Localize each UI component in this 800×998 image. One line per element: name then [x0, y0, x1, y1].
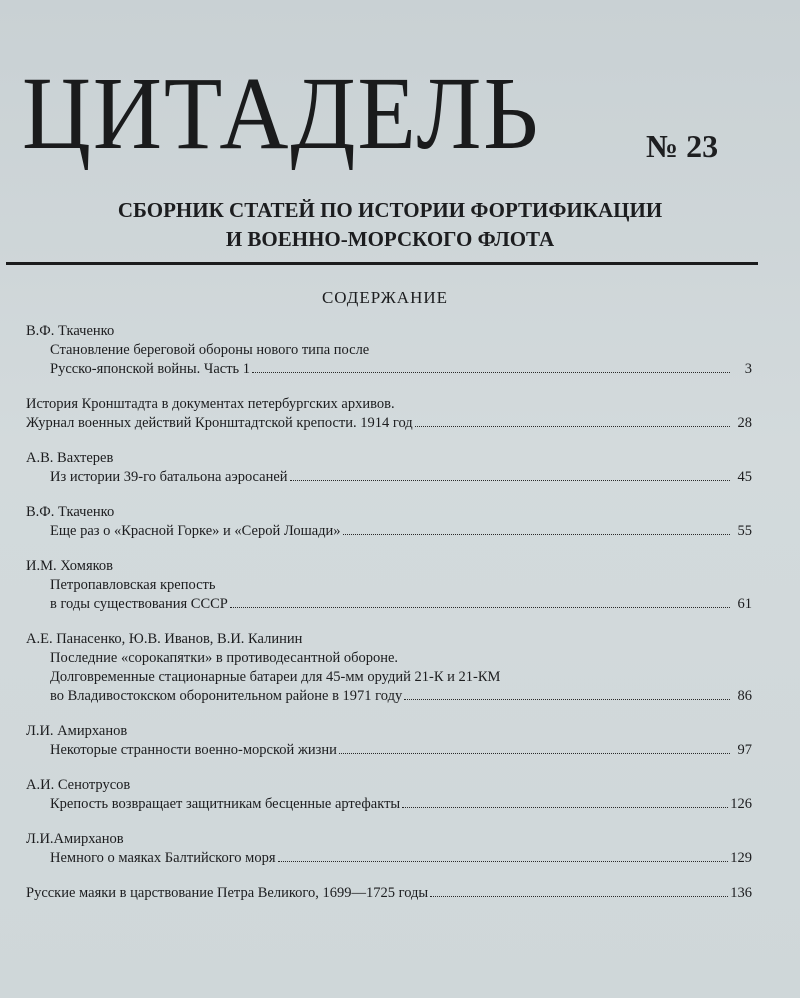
toc-page-number: 97 [737, 742, 752, 758]
toc-title-last-line [26, 687, 752, 706]
toc-title-last-line [26, 741, 752, 760]
toc-author: В.Ф. Ткаченко [26, 323, 115, 339]
dot-leader [230, 606, 730, 608]
toc-title-line: История Кронштадта в документах петербургских архивов. [26, 396, 395, 412]
toc-page-number: 129 [730, 850, 752, 866]
toc-author: А.И. Сенотрусов [26, 777, 131, 793]
toc-title-text: Немного о маяках Балтийского моря [50, 850, 276, 866]
toc-title-line: Становление береговой обороны нового типа после [50, 342, 370, 358]
toc-page-number: 3 [744, 361, 752, 377]
toc-title-last-line [26, 795, 752, 814]
table-of-contents [26, 322, 752, 919]
toc-title-last-line [26, 360, 752, 379]
toc-title-text: Журнал военных действий Кронштадтской крепости. 1914 год [26, 415, 413, 431]
toc-title-text: Еще раз о «Красной Горке» и «Серой Лошади» [50, 523, 341, 539]
dot-leader [339, 752, 730, 754]
toc-title-line: Петропавловская крепость [50, 577, 216, 593]
toc-author: Л.И.Амирханов [26, 831, 124, 847]
toc-entry [26, 503, 752, 541]
contents-heading: СОДЕРЖАНИЕ [321, 288, 449, 307]
journal-subtitle [40, 196, 740, 254]
subtitle-line-2: И ВОЕННО-МОРСКОГО ФЛОТА [225, 227, 555, 251]
dot-leader [252, 371, 730, 373]
toc-title-text: Русско-японской войны. Часть 1 [50, 361, 251, 377]
toc-title-line: Долговременные стационарные батареи для 45-мм орудий 21-К и 21-КМ [50, 669, 501, 685]
toc-author: Л.И. Амирханов [26, 723, 128, 739]
toc-page-number: 136 [730, 885, 752, 901]
toc-title-last-line [26, 468, 752, 487]
toc-author: И.М. Хомяков [26, 558, 114, 574]
toc-page-number: 55 [737, 523, 752, 539]
toc-entry [26, 776, 752, 814]
toc-title-text: в годы существования СССР [50, 596, 228, 612]
toc-title-last-line [26, 884, 752, 903]
dot-leader [402, 806, 728, 808]
toc-author: А.В. Вахтерев [26, 450, 114, 466]
toc-title-last-line [26, 849, 752, 868]
toc-entry [26, 884, 752, 903]
dot-leader [415, 425, 730, 427]
toc-entry [26, 630, 752, 706]
toc-entry [26, 722, 752, 760]
toc-page-number: 45 [737, 469, 752, 485]
toc-title-line: Последние «сорокапятки» в противодесантной обороне. [50, 650, 399, 666]
toc-entry [26, 557, 752, 614]
dot-leader [404, 698, 730, 700]
toc-title-last-line [26, 414, 752, 433]
journal-title: ЦИТАДЕЛЬ [22, 56, 540, 171]
header-rule [6, 262, 758, 265]
toc-title-text: Некоторые странности военно-морской жизни [50, 742, 337, 758]
toc-entry [26, 322, 752, 379]
toc-author: В.Ф. Ткаченко [26, 504, 115, 520]
toc-title-text: во Владивостокском оборонительном районе в 1971 году [50, 688, 403, 704]
toc-title-last-line [26, 522, 752, 541]
toc-page-number: 126 [730, 796, 752, 812]
toc-author: А.Е. Панасенко, Ю.В. Иванов, В.И. Калинин [26, 631, 303, 647]
toc-page-number: 61 [737, 596, 752, 612]
toc-entry [26, 449, 752, 487]
subtitle-line-1: СБОРНИК СТАТЕЙ ПО ИСТОРИИ ФОРТИФИКАЦИИ [117, 198, 663, 222]
toc-page-number: 28 [737, 415, 752, 431]
toc-title-text: Русские маяки в царствование Петра Великого, 1699—1725 годы [26, 885, 429, 901]
toc-page-number: 86 [737, 688, 752, 704]
toc-entry [26, 395, 752, 433]
dot-leader [430, 895, 728, 897]
toc-title-text: Из истории 39-го батальона аэросаней [50, 469, 288, 485]
dot-leader [290, 479, 730, 481]
issue-number: № 23 [646, 128, 719, 164]
dot-leader [278, 860, 729, 862]
toc-entry [26, 830, 752, 868]
dot-leader [343, 533, 730, 535]
toc-title-last-line [26, 595, 752, 614]
toc-title-text: Крепость возвращает защитникам бесценные артефакты [50, 796, 401, 812]
